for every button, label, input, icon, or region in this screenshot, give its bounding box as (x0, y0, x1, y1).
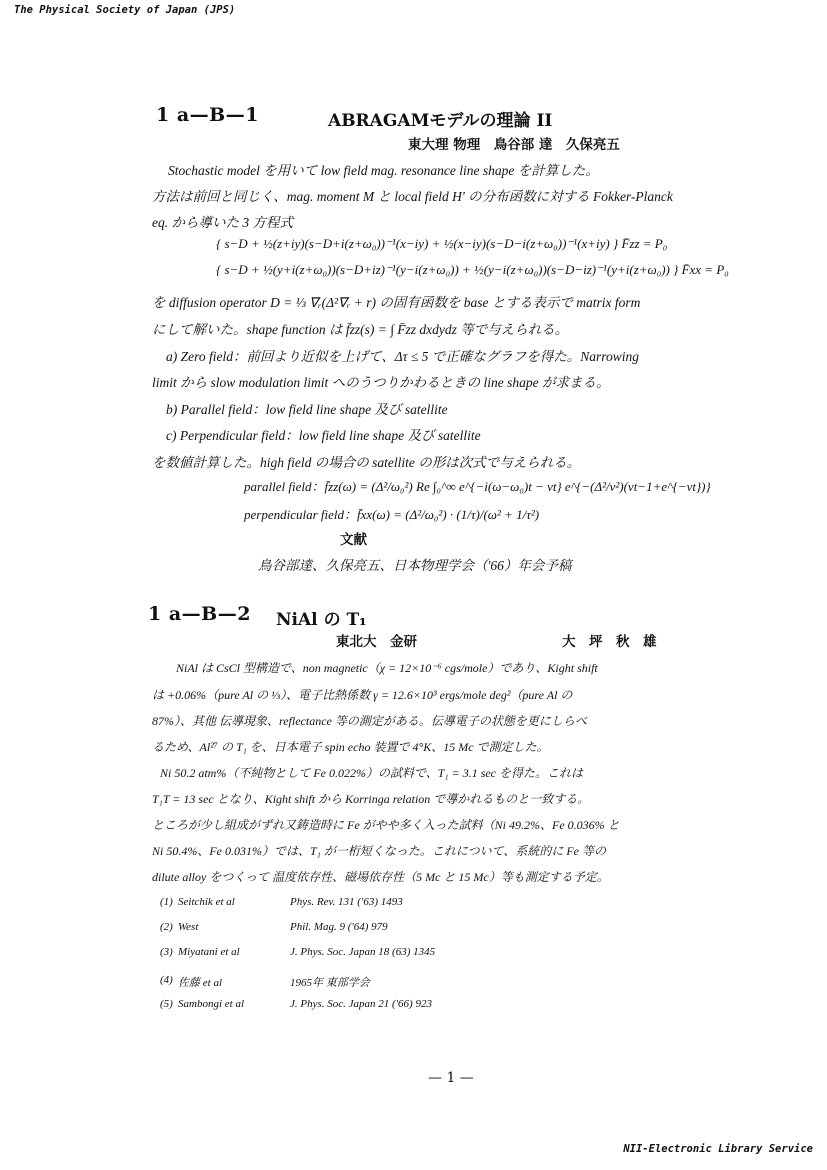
section1-line: にして解いた。shape function は f̄zz(s) = ∫ F̄zz dxdydz 等で与えられる。 (152, 322, 569, 337)
section1-parallel-formula: parallel field：f̄zz(ω) = (Δ²/ω₀²) Re ∫₀^∞ e^{−i(ω−ω₀)t − νt} e^{−(Δ²/ν²)(νt−1+e^{−νt})} (244, 479, 711, 494)
section2-line: るため、Al²⁷ の T₁ を、日本電子 spin echo 装置で 4°K、15 Mc で測定した。 (152, 740, 549, 754)
header-text: The Physical Society of Japan (JPS) (14, 4, 236, 16)
section1-line: を diffusion operator D = ⅓ ∇ᵣ(Δ²∇ᵣ + r) の固有函数を base とする表示で matrix form (152, 295, 641, 310)
reference-source: J. Phys. Soc. Japan 18 (63) 1345 (290, 946, 436, 958)
section2-line: NiAl は CsCl 型構造で、non magnetic（χ = 12×10⁻⁶ cgs/mole）であり、Kight shift (176, 661, 598, 675)
reference-source: Phil. Mag. 9 ('64) 979 (290, 921, 388, 933)
section1-perpendicular-formula: perpendicular field：f̄xx(ω) = (Δ²/ω₀²) · (1/τ)/(ω² + 1/τ²) (244, 507, 540, 522)
section2-line: は +0.06%（pure Al の ⅓）、電子比熱係数 γ = 12.6×10³ ergs/mole deg²（pure Al の (152, 688, 573, 702)
section1-line: a) Zero field：前回より近似を上げて、Δτ ≤ 5 で正確なグラフを得た。Narrowing (166, 349, 640, 364)
section1-equation-1: { s−D + ½(z+iy)(s−D+i(z+ω₀))⁻¹(x−iy) + ½(x−iy)(s−D−i(z+ω₀))⁻¹(x+iy) } F̄zz = P₀ (216, 236, 668, 251)
reference-source: Phys. Rev. 131 ('63) 1493 (290, 896, 403, 908)
section1-references-heading: 文献 (340, 532, 367, 547)
reference-source: J. Phys. Soc. Japan 21 ('66) 923 (290, 998, 432, 1010)
reference-number: (2) (160, 921, 173, 933)
section2-code: 1 a—B—2 (148, 603, 251, 625)
reference-author: Sambongi et al (178, 998, 244, 1010)
section2-affiliation: 東北大 金研 (336, 634, 417, 650)
section2-author: 大 坪 秋 雄 (562, 634, 657, 650)
section1-line: eq. から導いた 3 方程式 (152, 215, 293, 230)
reference-source: 1965年 東部学会 (290, 977, 370, 989)
section2-line: dilute alloy をつくって 温度依存性、磁場依存性（5 Mc と 15 Mc）等も測定する予定。 (152, 870, 609, 884)
reference-author: 佐藤 et al (178, 977, 222, 989)
section1-line: c) Perpendicular field：low field line shape 及び satellite (166, 428, 481, 443)
section1-line: 方法は前回と同じく、mag. moment M と local field H' の分布函数に対する Fokker-Planck (152, 189, 673, 204)
section1-line: Stochastic model を用いて low field mag. resonance line shape を計算した。 (168, 163, 599, 178)
section1-line: を数値計算した。high field の場合の satellite の形は次式で与えられる。 (152, 455, 581, 470)
section2-line: ところが少し組成がずれ又鋳造時に Fe がやや多く入った試料（Ni 49.2%、Fe 0.036% と (152, 818, 620, 832)
section1-line: b) Parallel field：low field line shape 及び satellite (166, 402, 448, 417)
section2-line: T₁T = 13 sec となり、Kight shift から Korringa relation で導かれるものと一致する。 (152, 792, 590, 806)
page-number: — 1 — (428, 1070, 474, 1086)
section2-line: Ni 50.4%、Fe 0.031%）では、T₁ が一桁短くなった。これについて、系統的に Fe 等の (152, 844, 607, 858)
reference-number: (3) (160, 946, 173, 958)
reference-author: Seitchik et al (178, 896, 235, 908)
section1-title: ABRAGAMモデルの理論 II (328, 111, 553, 131)
reference-author: West (178, 921, 199, 933)
section1-reference: 鳥谷部達、久保亮五、日本物理学会（'66）年会予稿 (258, 558, 572, 573)
reference-number: (5) (160, 998, 173, 1010)
section1-line: limit から slow modulation limit へのうつりかわるときの line shape が求まる。 (152, 375, 610, 390)
section1-code: 1 a—B—1 (156, 104, 259, 126)
section2-line: 87%）、其他 伝導現象、reflectance 等の測定がある。伝導電子の状態を更にしらべ (152, 714, 587, 728)
reference-author: Miyatani et al (178, 946, 240, 958)
section2-line: Ni 50.2 atm%（不純物として Fe 0.022%）の試料で、T₁ = 3.1 sec を得た。これは (160, 766, 584, 780)
reference-number: (1) (160, 896, 173, 908)
section2-title: NiAl の T₁ (276, 610, 367, 630)
section1-authors: 東大理 物理 鳥谷部 達 久保亮五 (408, 137, 620, 153)
section1-equation-2: { s−D + ½(y+i(z+ω₀))(s−D+iz)⁻¹(y−i(z+ω₀)) + ½(y−i(z+ω₀))(s−D−iz)⁻¹(y+i(z+ω₀)) } F̄xx = P₀ (216, 262, 729, 277)
footer-text: NII-Electronic Library Service (623, 1143, 813, 1155)
reference-number: (4) (160, 974, 173, 986)
